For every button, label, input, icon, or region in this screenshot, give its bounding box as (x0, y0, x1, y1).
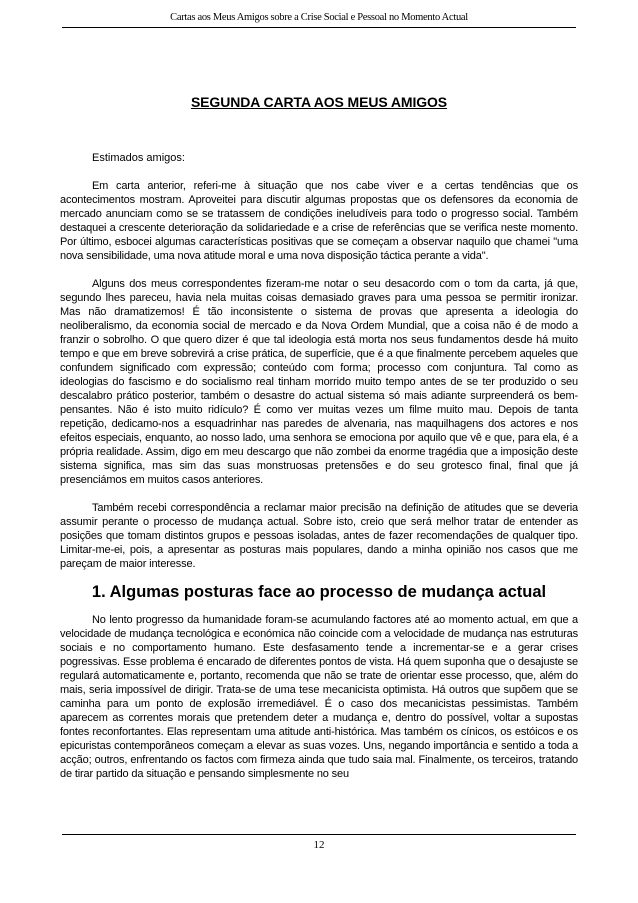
section-paragraph: No lento progresso da humanidade foram-se acumulando factores até ao momento actual, em que a velocidade de mudança tecnológica e económica não coincide com a velocidade de mudança nas estruturas sociais e no comportamento humano. Este desfasamento tende a incrementar-se e a gerar crises pogressivas. Esse problema é encarado de diferentes pontos de vista. Há quem suponha que o desajuste se regulará automaticamente e, portanto, recomenda que não se trate de orientar esse processo, que, além do mais, seria impossível de dirigir. Trata-se de uma tese mecanicista optimista. Há outros que supõem que se caminha para um ponto de explosão irremediável. É o caso dos mecanicistas pessimistas. Também aparecem as correntes morais que pretendem deter a mudança e, dentro do possível, voltar a supostas fontes reconfortantes. Elas representam uma atitude anti-histórica. Mas também os cínicos, os estóicos e os epicuristas contemporâneos começam a elevar as suas vozes. Uns, negando importância e sentido a toda a acção; outros, enfrentando os factos com firmeza ainda que tudo saia mal. Finalmente, os terceiros, tratando de tirar partido da situação e pensando simplesmente no seu (60, 614, 578, 780)
body-paragraph-2: Alguns dos meus correspondentes fizeram-me notar o seu desacordo com o tom da carta, já que, segundo lhes pareceu, havia nela muitas coisas demasiado graves para uma pessoa se permitir ironizar. Mas não dramatizemos! É tão inconsistente o sistema de provas que apresenta a ideologia do neoliberalismo, da economia social de mercado e da Nova Ordem Mundial, que a coisa não é de modo a franzir o sobrolho. O que quero dizer é que tal ideologia está morta nos seus fundamentos desde há muito tempo e que em breve sobrevirá a crise prática, de superfície, que é a que finalmente percebem aqueles que confundem significado com expressão; conteúdo com forma; processo com conjuntura. Tal como as ideologias do fascismo e do socialismo real tinham morrido muito tempo antes de se ter produzido o seu descalabro prático posterior, também o desastre do actual sistema só mais adiante surpreenderá os bem-pensantes. Não é isto muito ridículo? É como ver muitas vezes um filme muito mau. Depois de tanta repetição, dedicamo-nos a esquadrinhar nas paredes de alvenaria, nas maquilhagens dos actores e nos efeitos especiais, enquanto, ao nosso lado, uma senhora se emociona por aquilo que vê e que, para ela, é a própria realidade. Assim, digo em meu descargo que não zombei da enorme tragédia que a imposição deste sistema significa, mas sim das suas monstruosas pretensões e do seu grotesco final, final que já presenciámos em muitos casos anteriores. (60, 278, 578, 486)
page-content (60, 84, 578, 781)
page-number: 12 (313, 839, 325, 851)
running-header: Cartas aos Meus Amigos sobre a Crise Social e Pessoal no Momento Actual (62, 12, 576, 28)
body-paragraph-1: Em carta anterior, referi-me à situação que nos cabe viver e a certas tendências que os acontecimentos mostram. Aproveitei para discutir algumas propostas que os defensores da economia de mercado anunciam como se se tratassem de condições ineludíveis para todo o progresso social. Também destaquei a crescente deterioração da solidariedade e a crise de referências que se verifica neste momento. Por último, esbocei algumas características positivas que se começam a observar naquilo que chamei "uma nova sensibilidade, uma nova atitude moral e uma nova disposição táctica perante a vida". (60, 180, 578, 262)
body-paragraph-3: Também recebi correspondência a reclamar maior precisão na definição de atitudes que se deveria assumir perante o processo de mudança actual. Sobre isto, creio que será melhor tratar de entender as posições que tomam distintos grupos e pessoas isoladas, antes de fazer recomendações de qualquer tipo. Limitar-me-ei, pois, a apresentar as posturas mais populares, dando a minha opinião nos casos que me pareçam de maior interesse. (60, 502, 578, 570)
page-footer (62, 834, 576, 851)
salutation: Estimados amigos: (92, 152, 185, 164)
section-heading: 1. Algumas posturas face ao processo de mudança actual (91, 583, 547, 601)
document-title: SEGUNDA CARTA AOS MEUS AMIGOS (190, 94, 448, 110)
